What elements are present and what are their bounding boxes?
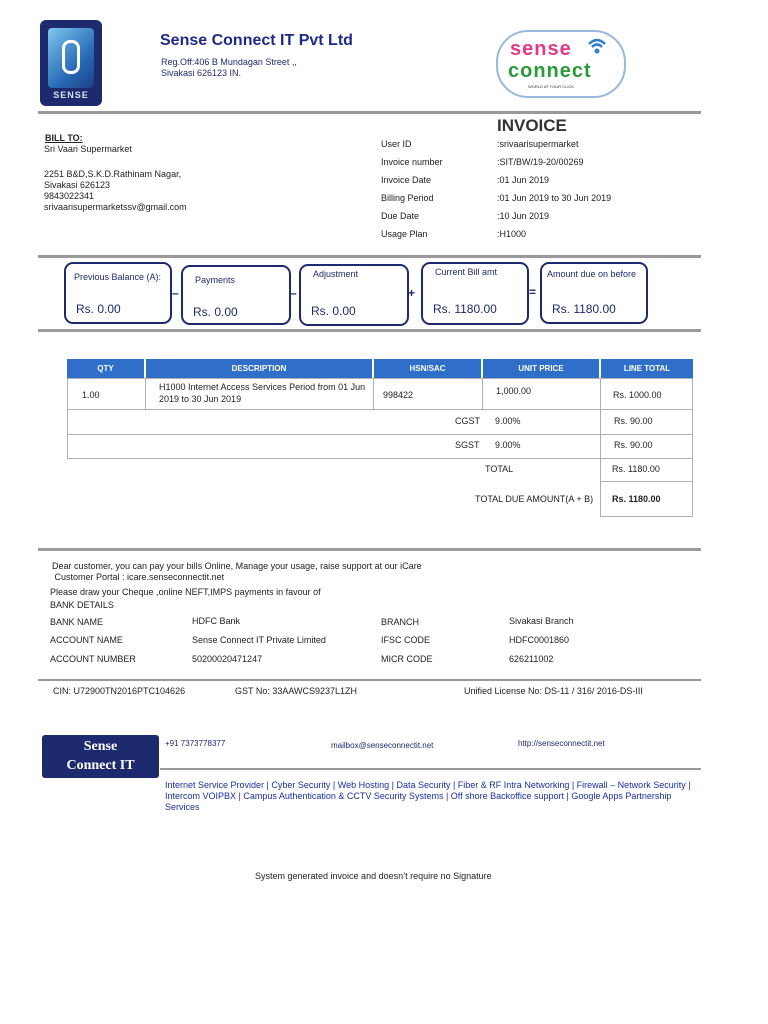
sgst-amount: Rs. 90.00 bbox=[614, 440, 653, 450]
divider bbox=[38, 111, 701, 114]
total-label: TOTAL bbox=[485, 464, 514, 474]
total-amount: Rs. 1180.00 bbox=[612, 464, 660, 474]
minus-operator: – bbox=[290, 286, 297, 300]
adjustment-box bbox=[299, 264, 409, 326]
current-bill-box bbox=[421, 262, 529, 325]
brand-block-line1: Sense bbox=[83, 739, 118, 754]
divider bbox=[160, 768, 701, 770]
company-name: Sense Connect IT Pvt Ltd bbox=[160, 32, 353, 49]
current-bill-caption: Current Bill amt bbox=[435, 267, 498, 277]
company-address-line1: Reg.Off:406 B Mundagan Street ,, bbox=[161, 57, 297, 67]
invoice-number-value: :SIT/BW/19-20/00269 bbox=[497, 157, 584, 167]
bill-to-heading: BILL TO: bbox=[45, 133, 83, 143]
brand-logo bbox=[496, 30, 626, 98]
invoice-date-value: :01 Jun 2019 bbox=[497, 175, 550, 185]
brand-logo-tagline: WORLD AT YOUR CLICK bbox=[528, 84, 575, 89]
invoice-user-id-label: User ID bbox=[381, 139, 412, 149]
due-date-label: Due Date bbox=[381, 211, 420, 221]
amount-due-box bbox=[540, 262, 648, 324]
bank-name-value: HDFC Bank bbox=[192, 616, 241, 626]
payment-note-line2: Customer Portal : icare.senseconnectit.net bbox=[52, 572, 225, 582]
micr-label: MICR CODE bbox=[381, 654, 433, 664]
item-unit-price: 1,000.00 bbox=[496, 386, 532, 396]
company-address-line2: Sivakasi 626123 IN. bbox=[161, 68, 242, 78]
adjustment-caption: Adjustment bbox=[313, 269, 359, 279]
bill-to-name: Sri Vaari Supermarket bbox=[44, 144, 132, 154]
cgst-rate: 9.00% bbox=[495, 416, 521, 426]
company-logo-text: SENSE bbox=[53, 90, 89, 100]
col-header-qty: QTY bbox=[67, 359, 144, 378]
invoice-number-label: Invoice number bbox=[381, 157, 443, 167]
bank-name-label: BANK NAME bbox=[50, 617, 104, 627]
sgst-label: SGST bbox=[455, 440, 480, 450]
wifi-icon bbox=[586, 34, 608, 56]
cgst-amount: Rs. 90.00 bbox=[614, 416, 653, 426]
total-due-label: TOTAL DUE AMOUNT(A + B) bbox=[475, 494, 594, 504]
previous-balance-caption: Previous Balance (A): bbox=[74, 272, 162, 282]
amount-due-value: Rs. 1180.00 bbox=[552, 302, 616, 316]
current-bill-value: Rs. 1180.00 bbox=[433, 302, 497, 316]
contact-phone: +91 7373778377 bbox=[165, 739, 226, 748]
bill-to-phone: 9843022341 bbox=[44, 191, 95, 201]
item-qty: 1.00 bbox=[82, 390, 100, 400]
col-header-line-total: LINE TOTAL bbox=[601, 359, 693, 378]
sgst-rate: 9.00% bbox=[495, 440, 521, 450]
col-header-hsn: HSN/SAC bbox=[374, 359, 481, 378]
cgst-row bbox=[67, 409, 693, 435]
invoice-user-id-value: :srivaarisupermarket bbox=[497, 139, 579, 149]
item-line-total: Rs. 1000.00 bbox=[613, 390, 662, 400]
bill-to-address2: Sivakasi 626123 bbox=[44, 180, 111, 190]
adjustment-value: Rs. 0.00 bbox=[311, 304, 356, 318]
payments-caption: Payments bbox=[195, 275, 236, 285]
contact-email[interactable]: mailbox@senseconnectit.net bbox=[331, 741, 434, 750]
divider bbox=[38, 329, 701, 332]
billing-period-value: :01 Jun 2019 to 30 Jun 2019 bbox=[497, 193, 612, 203]
contact-website[interactable]: http://senseconnectit.net bbox=[518, 739, 605, 748]
previous-balance-box bbox=[64, 262, 172, 324]
bank-details-heading: BANK DETAILS bbox=[50, 600, 114, 610]
divider bbox=[38, 679, 701, 681]
account-name-value: Sense Connect IT Private Limited bbox=[192, 635, 326, 645]
plus-operator: + bbox=[408, 286, 416, 300]
divider bbox=[38, 548, 701, 551]
usage-plan-label: Usage Plan bbox=[381, 229, 428, 239]
due-date-value: :10 Jun 2019 bbox=[497, 211, 550, 221]
brand-block-line2: Connect IT bbox=[66, 758, 135, 773]
amount-due-caption: Amount due on before bbox=[547, 269, 637, 279]
services-line2: Intercom VOIPBX | Campus Authentication & CCTV Security Systems | Off shore Backoffice support | Google Apps Partnership bbox=[165, 791, 672, 801]
account-name-label: ACCOUNT NAME bbox=[50, 635, 123, 645]
usage-plan-value: :H1000 bbox=[497, 229, 527, 239]
item-description-line1: H1000 Internet Access Services Period from 01 Jun bbox=[159, 382, 366, 392]
bill-to-email: srivaarisupermarketssv@gmail.com bbox=[44, 202, 187, 212]
cin-number: CIN: U72900TN2016PTC104626 bbox=[53, 686, 186, 696]
branch-value: Sivakasi Branch bbox=[509, 616, 574, 626]
license-number: Unified License No: DS-11 / 316/ 2016-DS-III bbox=[464, 686, 643, 696]
col-header-description: DESCRIPTION bbox=[146, 359, 372, 378]
total-due-amount: Rs. 1180.00 bbox=[612, 494, 661, 504]
item-description-line2: 2019 to 30 Jun 2019 bbox=[159, 394, 242, 404]
brand-block bbox=[42, 735, 159, 778]
col-header-unit-price: UNIT PRICE bbox=[483, 359, 599, 378]
billing-period-label: Billing Period bbox=[381, 193, 434, 203]
branch-label: BRANCH bbox=[381, 617, 420, 627]
item-hsn: 998422 bbox=[383, 390, 414, 400]
services-line1: Internet Service Provider | Cyber Security | Web Hosting | Data Security | Fiber & RF Intra Networking | Firewall – Network Security | bbox=[165, 780, 691, 790]
equals-operator: = bbox=[529, 285, 537, 299]
ifsc-label: IFSC CODE bbox=[381, 635, 431, 645]
payment-note-line3: Please draw your Cheque ,online NEFT,IMPS payments in favour of bbox=[50, 587, 321, 597]
signature-note: System generated invoice and doesn’t require no Signature bbox=[255, 871, 492, 881]
sgst-row bbox=[67, 434, 693, 459]
company-logo bbox=[40, 20, 102, 106]
brand-logo-line1: sense bbox=[510, 38, 572, 60]
minus-operator: – bbox=[172, 286, 179, 300]
gst-number: GST No: 33AAWCS9237L1ZH bbox=[235, 686, 358, 696]
payment-note-line1: Dear customer, you can pay your bills Online, Manage your usage, raise support at our iCare bbox=[52, 561, 422, 571]
brand-logo-line2: connect bbox=[508, 60, 592, 82]
payments-box bbox=[181, 265, 291, 325]
services-line3: Services bbox=[165, 802, 200, 812]
micr-value: 626211002 bbox=[509, 654, 554, 664]
previous-balance-value: Rs. 0.00 bbox=[76, 302, 121, 316]
invoice-date-label: Invoice Date bbox=[381, 175, 432, 185]
account-number-value: 50200020471247 bbox=[192, 654, 263, 664]
payments-value: Rs. 0.00 bbox=[193, 305, 238, 319]
invoice-title: INVOICE bbox=[497, 116, 567, 135]
cgst-label: CGST bbox=[455, 416, 481, 426]
bill-to-address1: 2251 B&D,S.K.D.Rathinam Nagar, bbox=[44, 169, 182, 179]
account-number-label: ACCOUNT NUMBER bbox=[50, 654, 136, 664]
ifsc-value: HDFC0001860 bbox=[509, 635, 570, 645]
divider bbox=[38, 255, 701, 258]
